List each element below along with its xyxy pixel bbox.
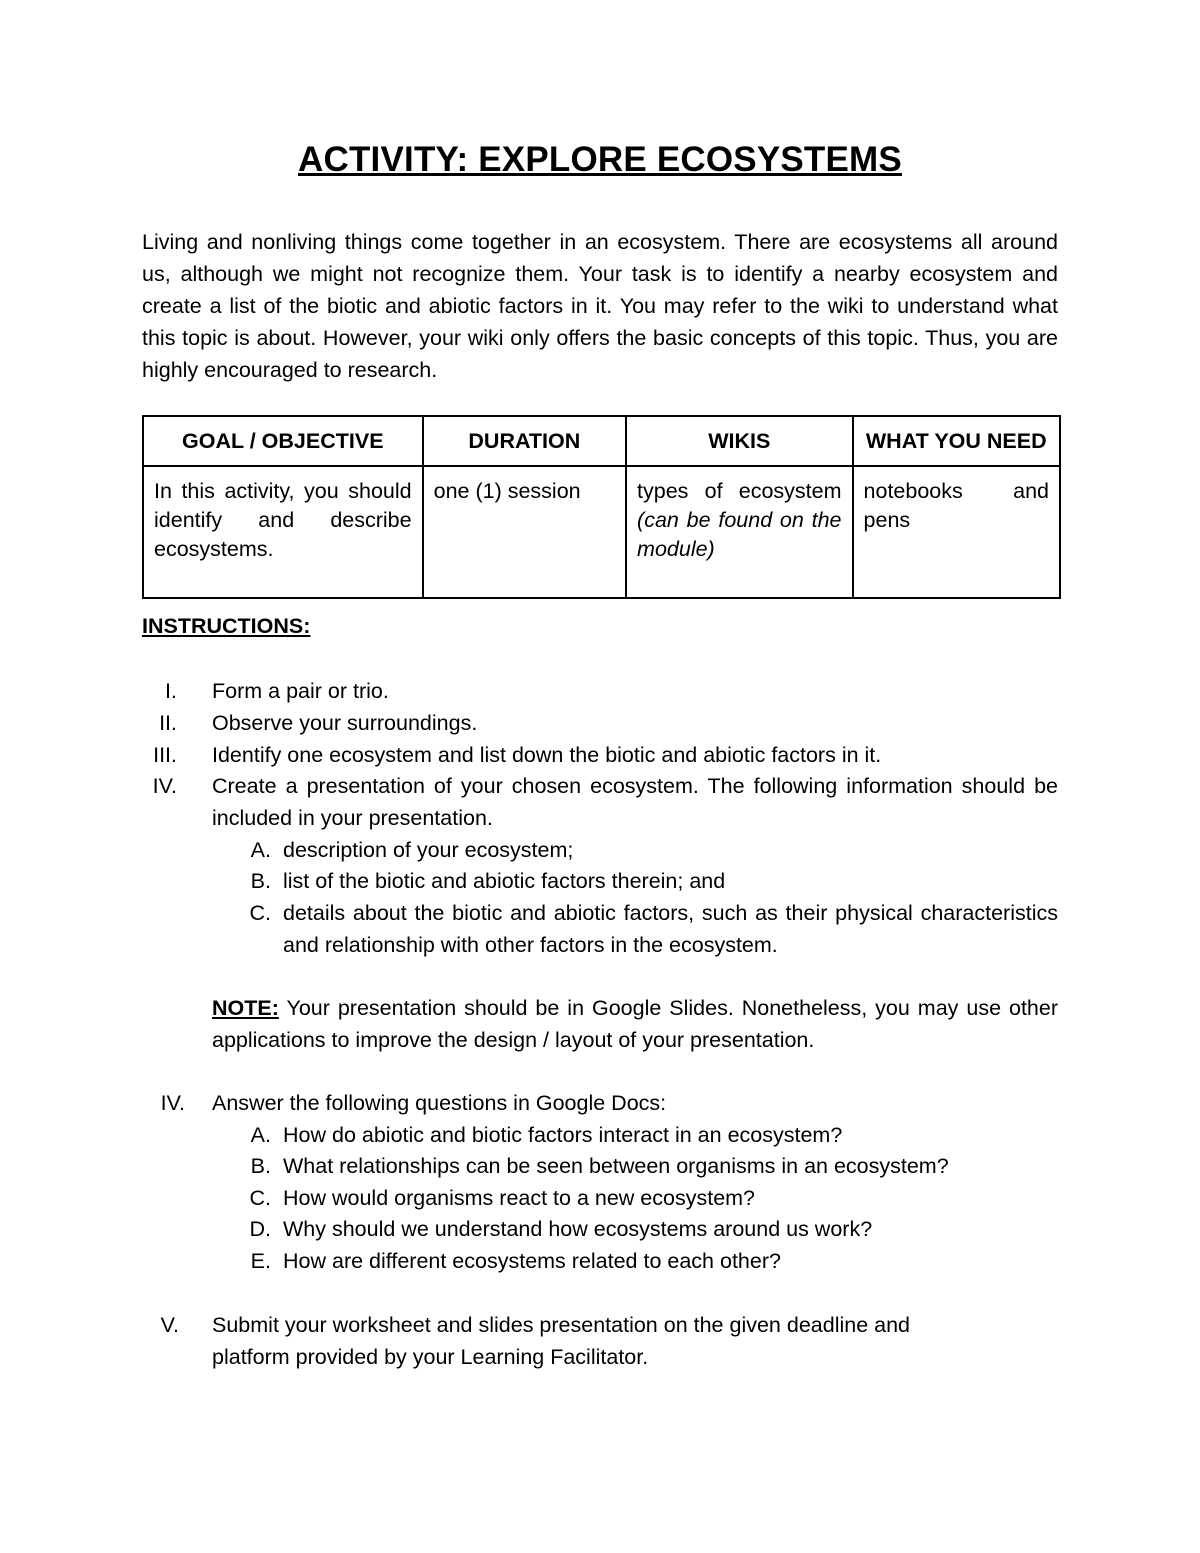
sub-item-letter: C. (249, 901, 271, 925)
question-text: How do abiotic and biotic factors interact in an ecosystem? (283, 1123, 843, 1147)
step-number: IV. (152, 774, 177, 798)
wikis-note-text: (can be found on the module) (637, 508, 842, 561)
sub-item-letter: A. (250, 838, 271, 862)
note-label: NOTE: (212, 996, 279, 1020)
step-number: V. (160, 1313, 179, 1337)
step-text: Identify one ecosystem and list down the biotic and abiotic factors in it. (212, 743, 882, 767)
cell-goal: In this activity, you should identify and describe ecosystems. (143, 466, 423, 598)
sub-item-text: list of the biotic and abiotic factors therein; and (283, 869, 726, 893)
page-title: ACTIVITY: EXPLORE ECOSYSTEMS (298, 140, 902, 179)
step-number: I. (165, 679, 177, 703)
intro-paragraph: Living and nonliving things come together in an ecosystem. There are ecosystems all around us, although we might not recognize them. Your task is to identify a nearby ecosystem and create a list of the biotic and abiotic factors in it. You may refer to the wiki to understand what this topic is about. However, your wiki only offers the basic concepts of this topic. Thus, you are highly encouraged to research. (142, 230, 1058, 382)
activity-info-table (142, 415, 1061, 599)
step-text: Form a pair or trio. (212, 679, 389, 703)
sub-item-text: description of your ecosystem; (283, 838, 574, 862)
header-what-you-need: WHAT YOU NEED (853, 416, 1060, 466)
question-text: Why should we understand how ecosystems around us work? (283, 1217, 873, 1241)
note-text: Your presentation should be in Google Slides. Nonetheless, you may use other applications to improve the design / layout of your presentation. (212, 996, 1058, 1052)
table-header-row (143, 416, 1060, 466)
instructions-heading: INSTRUCTIONS: (142, 614, 311, 638)
step-number: III. (153, 743, 177, 767)
wikis-main-text: types of ecosystem (637, 479, 842, 503)
header-duration: DURATION (423, 416, 626, 466)
question-letter: C. (249, 1186, 271, 1210)
step-number: II. (159, 711, 177, 735)
sub-item-letter: B. (250, 869, 271, 893)
sub-item-text: details about the biotic and abiotic factors, such as their physical characteristics and relationship with other factors in the ecosystem. (283, 901, 1058, 957)
step-number: IV. (160, 1091, 185, 1115)
table-row (143, 466, 1060, 598)
step-text: Observe your surroundings. (212, 711, 478, 735)
cell-wikis (626, 466, 852, 598)
question-text: What relationships can be seen between organisms in an ecosystem? (283, 1154, 949, 1178)
question-letter: A. (250, 1123, 271, 1147)
question-text: How would organisms react to a new ecosystem? (283, 1186, 756, 1210)
header-goal: GOAL / OBJECTIVE (143, 416, 423, 466)
question-text: How are different ecosystems related to each other? (283, 1249, 781, 1273)
step-text: Submit your worksheet and slides presentation on the given deadline and platform provided by your Learning Facilitator. (212, 1313, 911, 1369)
note-paragraph (212, 993, 1058, 1056)
step-text: Answer the following questions in Google Docs: (212, 1091, 667, 1115)
cell-need: notebooks and pens (853, 466, 1060, 598)
question-letter: E. (250, 1249, 271, 1273)
question-letter: B. (250, 1154, 271, 1178)
header-wikis: WIKIS (626, 416, 852, 466)
cell-duration: one (1) session (423, 466, 626, 598)
question-letter: D. (249, 1217, 271, 1241)
step-text: Create a presentation of your chosen ecosystem. The following information should be included in your presentation. (212, 774, 1058, 830)
